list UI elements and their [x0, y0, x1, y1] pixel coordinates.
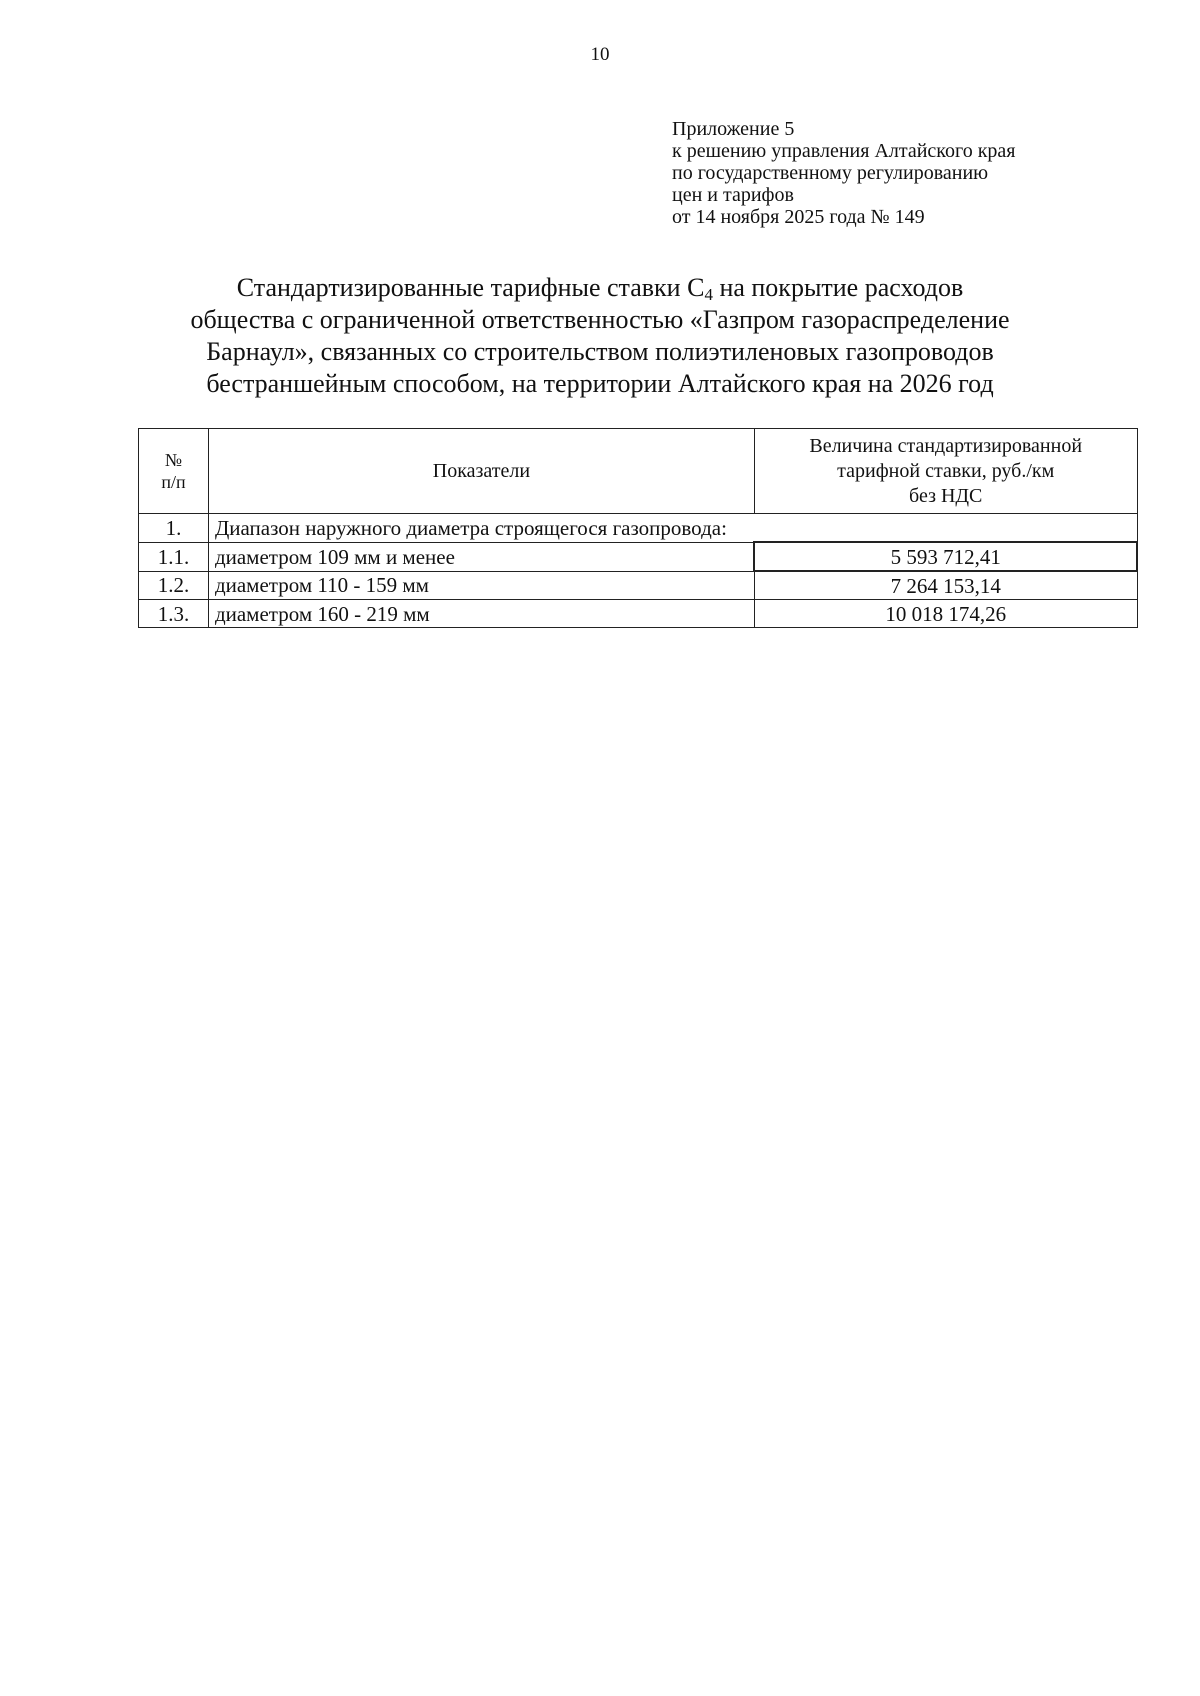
row-number: 1.3.: [139, 600, 209, 628]
table-row: [139, 571, 1138, 600]
row-value: 10 018 174,26: [754, 600, 1137, 628]
row-number: 1.2.: [139, 571, 209, 600]
row-number: 1.1.: [139, 542, 209, 571]
title-subscript: 4: [704, 285, 713, 304]
title-line-3: Барнаул», связанных со строительством полиэтиленовых газопроводов: [206, 337, 994, 366]
row-indicator: диаметром 109 мм и менее: [208, 542, 754, 571]
table-section-row: [139, 514, 1138, 543]
header-number-abbr: п/п: [161, 472, 186, 492]
table-header-row: [139, 429, 1138, 514]
page-number: 10: [590, 44, 610, 65]
title-line-4: бестраншейным способом, на территории Алтайского края на 2026 год: [206, 369, 994, 398]
title-line-1-start: Стандартизированные тарифные ставки С: [236, 273, 705, 302]
title-line-2: общества с ограниченной ответственностью «Газпром газораспределение: [190, 305, 1010, 334]
section-number: 1.: [139, 514, 209, 543]
header-value-cell: [754, 429, 1137, 514]
title-line-1: [150, 272, 1050, 304]
row-value: 5 593 712,41: [754, 542, 1137, 571]
row-value: 7 264 153,14: [754, 571, 1137, 600]
document-title: [150, 272, 1050, 400]
header-value-line-2: тарифной ставки, руб./км: [837, 459, 1055, 482]
row-indicator: диаметром 110 - 159 мм: [208, 571, 754, 600]
header-value-line-1: Величина стандартизированной: [809, 434, 1083, 457]
appendix-block: [672, 118, 1016, 228]
appendix-line-4: цен и тарифов: [672, 184, 794, 206]
appendix-line-3: по государственному регулированию: [672, 162, 989, 184]
title-line-1-end: на покрытие расходов: [712, 273, 964, 302]
appendix-line-5: от 14 ноября 2025 года № 149: [672, 206, 925, 228]
header-indicators-cell: Показатели: [208, 429, 754, 514]
header-value-line-3: без НДС: [909, 484, 983, 507]
tariff-table: [138, 428, 1138, 628]
table-row: [139, 600, 1138, 628]
appendix-line-2: к решению управления Алтайского края: [672, 140, 1016, 162]
row-indicator: диаметром 160 - 219 мм: [208, 600, 754, 628]
table-row: [139, 542, 1138, 571]
appendix-line-1: Приложение 5: [672, 118, 795, 140]
header-number-sign: №: [164, 450, 183, 470]
section-label: Диапазон наружного диаметра строящегося газопровода:: [208, 514, 1137, 543]
header-number-cell: [139, 429, 209, 514]
